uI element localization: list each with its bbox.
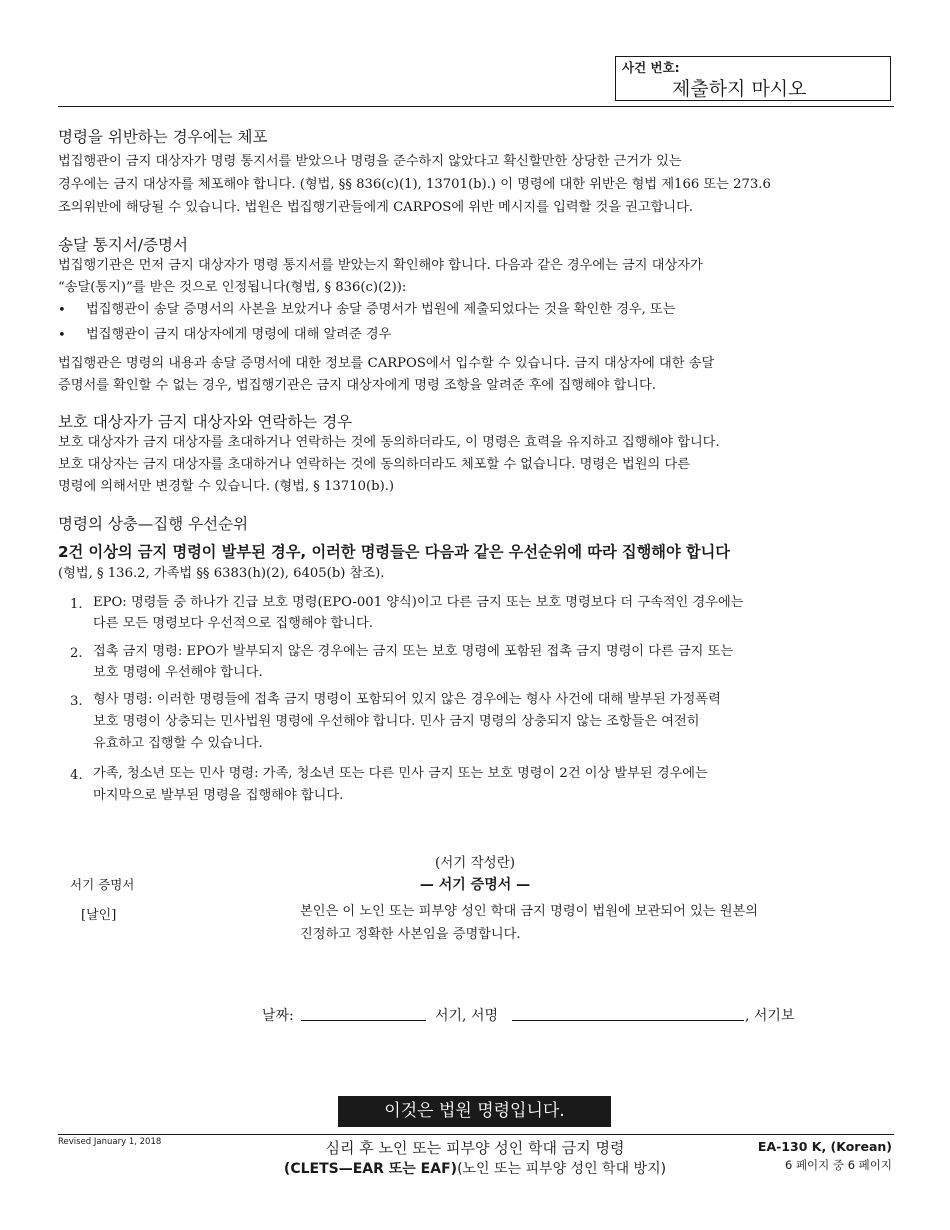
clerk-area-label: (서기 작성란): [434, 855, 516, 871]
deputy-label: , 서기보: [745, 1008, 795, 1024]
conflict-subheading: 2건 이상의 금지 명령이 발부된 경우, 이러한 명령들은 다음과 같은 우선순위에 따라 집행해야 합니다: [58, 543, 730, 561]
date-label: 날짜:: [262, 1008, 294, 1024]
clerk-signature-field[interactable]: [512, 1020, 744, 1021]
form-title-subtitle: (노인 또는 피부양 성인 학대 방지): [457, 1161, 667, 1177]
priority-number-1: 1.: [70, 597, 83, 612]
seal-placeholder: [날인]: [81, 908, 117, 923]
notice-heading: 송달 통지서/증명서: [58, 236, 188, 254]
arrest-heading: 명령을 위반하는 경우에는 체포: [58, 128, 268, 146]
case-number-label: 사건 번호:: [622, 60, 680, 75]
page-number: 6 페이지 중 6 페이지: [784, 1158, 892, 1172]
contact-heading: 보호 대상자가 금지 대상자와 연락하는 경우: [58, 413, 353, 431]
clerk-certificate-title: — 서기 증명서 —: [419, 877, 531, 893]
bullet-marker-1: •: [58, 303, 66, 318]
bullet-marker-2: •: [58, 328, 66, 343]
priority-2-line-2: 보호 명령에 우선해야 합니다.: [93, 665, 263, 680]
notice-after-line-2: 증명서를 확인할 수 없는 경우, 법집행기관은 금지 대상자에게 명령 조항을 알려준 후에 집행해야 합니다.: [58, 378, 656, 393]
conflict-heading: 명령의 상충—집행 우선순위: [58, 515, 249, 533]
case-number-value: 제출하지 마시오: [672, 78, 807, 100]
notice-bullet-2: 법집행관이 금지 대상자에게 명령에 대해 알려준 경우: [86, 327, 392, 342]
notice-line-2: “송달(통지)”를 받은 것으로 인정됩니다(형법, § 836(c)(2)):: [58, 280, 407, 295]
priority-3-line-1: 형사 명령: 이러한 명령들에 접촉 금지 명령이 포함되어 있지 않은 경우에는 형사 사건에 대해 발부된 가정폭력: [93, 692, 721, 707]
priority-number-3: 3.: [70, 694, 83, 709]
form-title-line-1: 심리 후 노인 또는 피부양 성인 학대 금지 명령: [325, 1139, 625, 1157]
form-title-line-2: [230, 1158, 720, 1178]
contact-line-1: 보호 대상자가 금지 대상자를 초대하거나 연락하는 것에 동의하더라도, 이 명령은 효력을 유지하고 집행해야 합니다.: [58, 435, 720, 450]
priority-number-4: 4.: [70, 768, 83, 783]
priority-number-2: 2.: [70, 646, 83, 661]
priority-4-line-2: 마지막으로 발부된 명령을 집행해야 합니다.: [93, 788, 344, 803]
arrest-line-1: 법집행관이 금지 대상자가 명령 통지서를 받았으나 명령을 준수하지 않았다고 확신할만한 상당한 근거가 있는: [58, 154, 682, 169]
priority-1-line-2: 다른 모든 명령보다 우선적으로 집행해야 합니다.: [93, 616, 373, 631]
conflict-reference: (형법, § 136.2, 가족법 §§ 6383(h)(2), 6405(b) 참조).: [58, 566, 385, 581]
notice-bullet-1: 법집행관이 송달 증명서의 사본을 보았거나 송달 증명서가 법원에 제출되었다는 것을 확인한 경우, 또는: [86, 302, 676, 317]
notice-line-1: 법집행기관은 먼저 금지 대상자가 명령 통지서를 받았는지 확인해야 합니다. 다음과 같은 경우에는 금지 대상자가: [58, 258, 703, 273]
priority-4-line-1: 가족, 청소년 또는 민사 명령: 가족, 청소년 또는 다른 민사 금지 또는 보호 명령이 2건 이상 발부된 경우에는: [93, 766, 708, 781]
contact-line-2: 보호 대상자는 금지 대상자를 초대하거나 연락하는 것에 동의하더라도 체포할 수 없습니다. 명령은 법원의 다른: [58, 457, 690, 472]
priority-3-line-2: 보호 명령이 상충되는 민사법원 명령에 우선해야 합니다. 민사 금지 명령의 상충되지 않는 조항들은 여전히: [93, 714, 700, 729]
top-divider: [58, 106, 894, 107]
bottom-divider: [58, 1134, 894, 1135]
form-number: EA-130 K, (Korean): [757, 1139, 892, 1154]
form-title-clets: (CLETS—EAR 또는 EAF): [283, 1161, 458, 1177]
clerk-certificate-left-label: 서기 증명서: [70, 877, 135, 892]
certificate-statement-1: 본인은 이 노인 또는 피부양 성인 학대 금지 명령이 법원에 보관되어 있는 원본의: [300, 904, 758, 919]
priority-2-line-1: 접촉 금지 명령: EPO가 발부되지 않은 경우에는 금지 또는 보호 명령에 포함된 접촉 금지 명령이 다른 금지 또는: [93, 644, 734, 659]
certificate-statement-2: 진정하고 정확한 사본임을 증명합니다.: [300, 927, 521, 942]
clerk-signature-label: 서기, 서명: [435, 1008, 498, 1024]
arrest-line-2: 경우에는 금지 대상자를 체포해야 합니다. (형법, §§ 836(c)(1), 13701(b).) 이 명령에 대한 위반은 형법 제166 또는 273.6: [58, 177, 771, 192]
notice-after-line-1: 법집행관은 명령의 내용과 송달 증명서에 대한 정보를 CARPOS에서 입수할 수 있습니다. 금지 대상자에 대한 송달: [58, 356, 715, 371]
revised-date: Revised January 1, 2018: [58, 1137, 162, 1147]
arrest-line-3: 조의위반에 해당될 수 있습니다. 법원은 법집행기관들에게 CARPOS에 위반 메시지를 입력할 것을 권고합니다.: [58, 200, 694, 215]
priority-1-line-1: EPO: 명령들 중 하나가 긴급 보호 명령(EPO-001 양식)이고 다른 금지 또는 보호 명령보다 더 구속적인 경우에는: [93, 595, 744, 610]
contact-line-3: 명령에 의해서만 변경할 수 있습니다. (형법, § 13710(b).): [58, 479, 395, 494]
court-order-banner: 이것은 법원 명령입니다.: [338, 1096, 611, 1127]
priority-3-line-3: 유효하고 집행할 수 있습니다.: [93, 736, 263, 751]
date-field[interactable]: [301, 1020, 426, 1021]
